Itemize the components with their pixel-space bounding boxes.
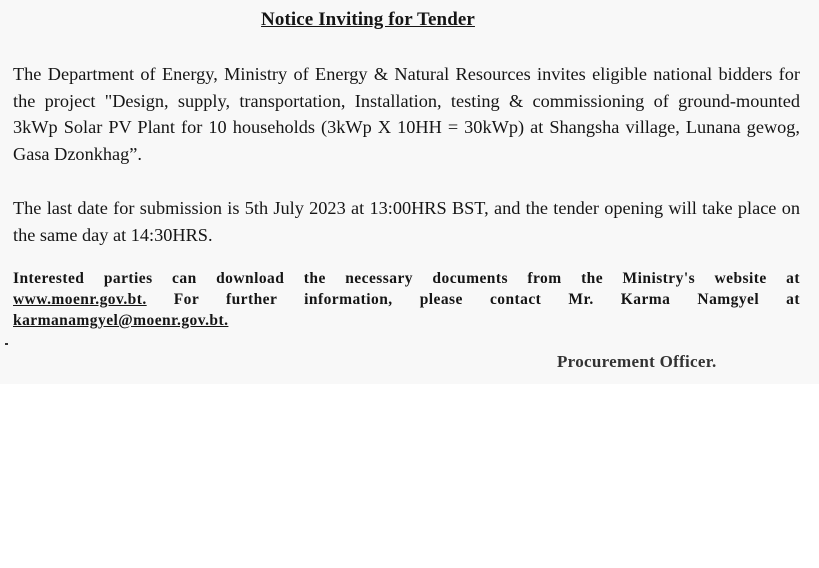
project-description-paragraph: The Department of Energy, Ministry of Energy & Natural Resources invites eligible national bidders for the project "Design, supply, transportation, Installation, testing & commissioning of ground-mounted 3kWp Solar PV Plant for 10 households (3kWp X 10HH = 30kWp) at Shangsha village, Lunana gewog, Gasa Dzonkhag”.	[13, 64, 800, 164]
contact-email-link[interactable]: karmanamgyel@moenr.gov.bt.	[13, 312, 229, 329]
notice-title: Notice Inviting for Tender	[261, 9, 475, 30]
download-info-text: Interested parties can download the necessary documents from the Ministry's website at	[13, 270, 800, 287]
contact-info-paragraph	[13, 268, 800, 331]
contact-info-text: For further information, please contact Mr. Karma Namgyel at	[146, 291, 800, 308]
ministry-website-link[interactable]: www.moenr.gov.bt.	[13, 291, 147, 308]
signature-line: Procurement Officer.	[557, 352, 717, 371]
scan-speck	[5, 343, 8, 345]
submission-deadline-paragraph: The last date for submission is 5th July 2023 at 13:00HRS BST, and the tender opening will take place on the same day at 14:30HRS.	[13, 198, 800, 245]
